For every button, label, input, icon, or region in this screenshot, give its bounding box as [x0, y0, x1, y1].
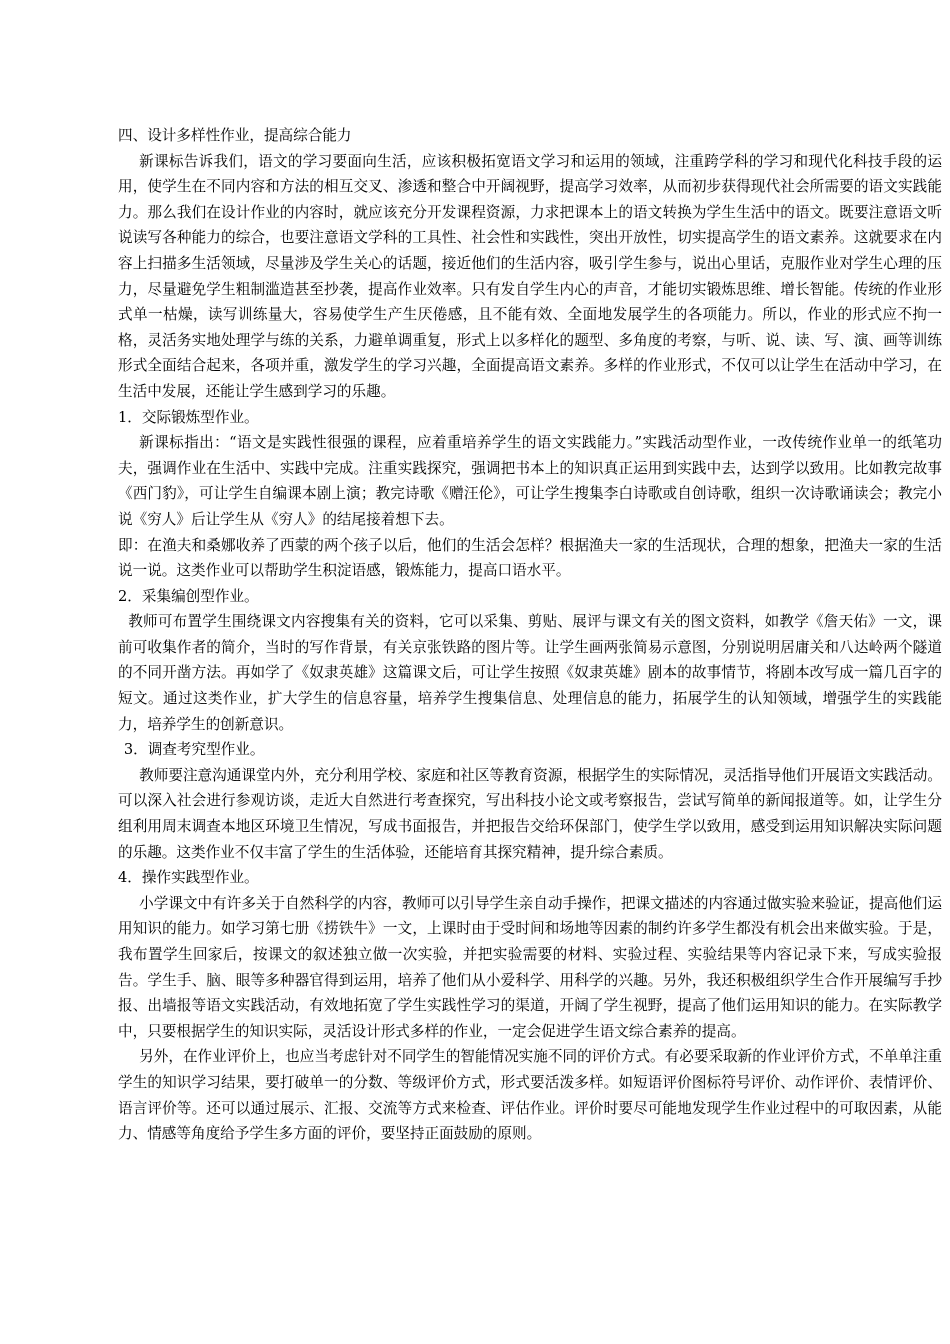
subsection-body-4: 小学课文中有许多关于自然科学的内容，教师可以引导学生亲自动手操作，把课文描述的内容通过做实验来验证，提高他们运用知识的能力。如学习第七册《捞铁牛》一文，上课时由于受时间和场地等因素的制约许多学生都没有机会出来做实验。于是，我布置学生回家后，按课文的叙述独立做一次实验，并把实验需要的材料、实验过程、实验结果等内容记录下来，写成实验报告。学生手、脑、眼等多种器官得到运用，培养了他们从小爱科学、用科学的兴趣。另外，我还积极组织学生合作开展编写手抄报、出墙报等语文实践活动，有效地拓宽了学生实践性学习的渠道，开阔了学生视野，提高了他们运用知识的能力。在实际教学中，只要根据学生的知识实际，灵活设计形式多样的作业，一定会促进学生语文综合素养的提高。: [118, 894, 942, 1040]
document-page: [118, 123, 942, 1147]
subsection-body-1-continued: 即：在渔夫和桑娜收养了西蒙的两个孩子以后，他们的生活会怎样？根据渔夫一家的生活现状，合理的想象，把渔夫一家的生活说一说。这类作业可以帮助学生积淀语感，锻炼能力，提高口语水平。: [118, 536, 942, 580]
subsection-title-1: 1．交际锻炼型作业。: [118, 408, 259, 426]
subsection-title-3: 3．调查考究型作业。: [123, 741, 265, 759]
closing-paragraph: 另外，在作业评价上，也应当考虑针对不同学生的智能情况实施不同的评价方式。有必要采取新的作业评价方式，不单单注重学生的知识学习结果，要打破单一的分数、等级评价方式，形式要活泼多样。如短语评价图标符号评价、动作评价、表情评价、语言评价等。还可以通过展示、汇报、交流等方式来检查、评估作业。评价时要尽可能地发现学生作业过程中的可取因素，从能力、情感等角度给予学生多方面的评价，要坚持正面鼓励的原则。: [118, 1048, 942, 1143]
section-heading: 四、设计多样性作业，提高综合能力: [118, 127, 352, 144]
subsection-title-4: 4．操作实践型作业。: [118, 869, 259, 887]
subsection-title-2: 2．采集编创型作业。: [118, 587, 259, 605]
intro-paragraph: 新课标告诉我们，语文的学习要面向生活，应该积极拓宽语文学习和运用的领域，注重跨学科的学习和现代化科技手段的运用，使学生在不同内容和方法的相互交叉、渗透和整合中开阔视野，提高学习效率，从而初步获得现代社会所需要的语文实践能力。那么我们在设计作业的内容时，就应该充分开发课程资源，力求把课本上的语文转换为学生生活中的语文。既要注意语文听说读写各种能力的综合，也要注意语文学科的工具性、社会性和实践性，突出开放性，切实提高学生的语文素养。这就要求在内容上扫描多生活领域，尽量涉及学生关心的话题，接近他们的生活内容，吸引学生参与，说出心里话，克服作业对学生心理的压力，尽量避免学生粗制滥造甚至抄袭，提高作业效率。只有发自学生内心的声音，才能切实锻炼思维、增长智能。传统的作业形式单一枯燥，读写训练量大，容易使学生产生厌倦感，且不能有效、全面地发展学生的各项能力。所以，作业的形式应不拘一格，灵活务实地处理学与练的关系，力避单调重复，形式上以多样化的题型、多角度的考察，与听、说、读、写、演、画等训练形式全面结合起来，各项并重，激发学生的学习兴趣，全面提高语文素养。多样的作业形式，不仅可以让学生在活动中学习，在生活中发展，还能让学生感到学习的乐趣。: [118, 152, 942, 400]
subsection-body-2: 教师可布置学生围绕课文内容搜集有关的资料，它可以采集、剪贴、展评与课文有关的图文资料，如教学《詹天佑》一文，课前可收集作者的简介，当时的写作背景，有关京张铁路的图片等。让学生画两张简易示意图，分别说明居庸关和八达岭两个隧道的不同开凿方法。再如学了《奴隶英雄》这篇课文后，可让学生按照《奴隶英雄》剧本的故事情节，将剧本改写成一篇几百字的短文。通过这类作业，扩大学生的信息容量，培养学生搜集信息、处理信息的能力，拓展学生的认知领域，增强学生的实践能力，培养学生的创新意识。: [118, 613, 942, 733]
subsection-body-1: 新课标指出：“语文是实践性很强的课程，应着重培养学生的语文实践能力。”实践活动型作业，一改传统作业单一的纸笔功夫，强调作业在生活中、实践中完成。注重实践探究，强调把书本上的知识真正运用到实践中去，达到学以致用。比如教完故事《西门豹》，可让学生自编课本剧上演；教完诗歌《赠汪伦》，可让学生搜集李白诗歌或自创诗歌，组织一次诗歌诵读会；教完小说《穷人》后让学生从《穷人》的结尾接着想下去。: [118, 434, 942, 528]
subsection-body-3: 教师要注意沟通课堂内外，充分利用学校、家庭和社区等教育资源，根据学生的实际情况，灵活指导他们开展语文实践活动。可以深入社会进行参观访谈，走近大自然进行考查探究，写出科技小论文或考察报告，尝试写简单的新闻报道等。如，让学生分组利用周末调查本地区环境卫生情况，写成书面报告，并把报告交给环保部门，使学生学以致用，感受到运用知识解决实际问题的乐趣。这类作业不仅丰富了学生的生活体验，还能培育其探究精神，提升综合素质。: [118, 766, 942, 861]
